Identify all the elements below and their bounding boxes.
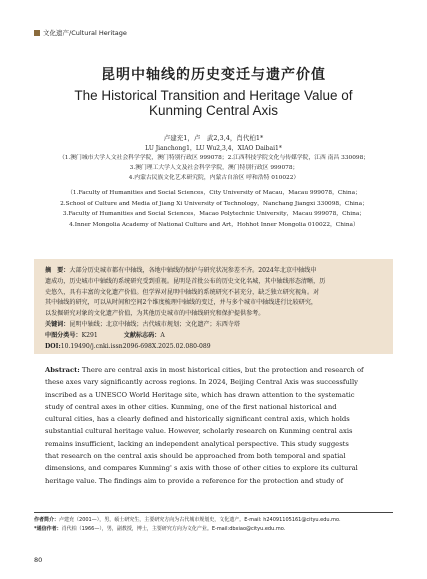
abstract-en-line: remains insufficient, lacking an independent analytical perspective. This study suggests (45, 439, 349, 448)
abstract-cn-text: 大部分历史城市都有中轴线，各地中轴线的保护与研究状况参差不齐。2024年北京中轴线申 (69, 267, 317, 274)
abstract-chinese (45, 266, 385, 352)
title-english-line-2: Kunming Central Axis (148, 103, 279, 118)
abstract-cn-line: 以发掘研究对象的文化遗产价值，为其他历史城市的中轴线研究和保护提供参考。 (45, 310, 265, 318)
footnote-corresponding-text: 肖代柏（1966—），男，副教授，博士，主要研究方向为文化产业。E-mail:dbxiao@cityu.edu.mo. (61, 526, 286, 532)
doc-code-label: 文献标志码： (123, 331, 161, 339)
authors-english: LU Jianchong1，LU Wu2,3,4，XIAO Daibai1* (145, 145, 282, 152)
title-english-line-1: The Historical Transition and Heritage Value of (74, 88, 353, 103)
abstract-en-line: dimensions, and compares Kunming' s axis with those of other cities to explore its cultural (45, 464, 358, 473)
clc-label: 中图分类号： (45, 331, 82, 339)
abstract-en-line: study of central axes in other cities. Kunming, one of the first national historical and (45, 402, 337, 411)
abstract-cn-label: 摘 要： (45, 267, 70, 274)
abstract-en-text: There are central axis in most historical cities, but the protection and research of (79, 366, 364, 374)
section-text: 文化遗产/Cultural Heritage (43, 29, 127, 37)
affiliation-en-line: 2.School of Culture and Media of Jiang Xi University of Technology，Nanchang Jiangxi 330098，China； (60, 200, 368, 207)
abstract-cn-line (45, 266, 385, 277)
clc-value: K291 (81, 331, 98, 339)
footnote-author (34, 516, 404, 525)
footnote-author-text: 卢建充（2001—），男，硕士研究生，主要研究方向为古代城市规划史，文化遗产。E-mail: h24091105161@cityu.edu.mo. (59, 517, 341, 523)
affiliation-cn-line: 4.内蒙古民族文化艺术研究院，内蒙古自治区 呼和浩特 010022） (128, 175, 300, 181)
title-chinese: 昆明中轴线的历史变迁与遗产价值 (101, 67, 326, 83)
doi (45, 342, 385, 353)
affiliation-en-line: 3.Faculty of Humanities and Social Sciences，Macao Polytechnic University，Macau 999078，China； (62, 211, 366, 217)
abstract-cn-line: 史悠久，具有丰富的文化遗产价值。但学界对昆明中轴线的系统研究不甚充分，缺乏独立研究视角。对 (45, 288, 320, 296)
affiliation-cn-line: 3.澳门理工大学人文及社会科学学院，澳门特别行政区 999078； (129, 165, 299, 171)
affiliation-en-line: （1.Faculty of Humanities and Social Sciences，City University of Macau，Macau 999078，China； (67, 190, 361, 196)
footnote-divider (34, 512, 393, 513)
abstract-en-line: these axes vary significantly across regions. In 2024, Beijing Central Axis was successfully (45, 378, 358, 387)
section-square-icon (34, 30, 40, 36)
affiliations-chinese (44, 153, 384, 183)
abstract-en-line: heritage value. The findings aim to provide a reference for the protection and study of (45, 476, 344, 485)
keywords (45, 320, 385, 331)
affiliation-en-line: 4.Inner Mongolia Academy of National Culture and Art，Hohhot Inner Mongolia 010022，China） (69, 221, 359, 228)
abstract-english (45, 364, 385, 487)
abstract-en-label: Abstract: (45, 366, 80, 374)
authors-chinese: 卢建充1，卢 武2,3,4，肖代柏1* (163, 134, 264, 142)
footnotes (34, 516, 404, 534)
doc-code-value: A (160, 331, 165, 339)
section-label (34, 28, 127, 37)
abstract-cn-line: 其中轴线的研究，可以从时间和空间2个维度梳理中轴线的变迁，并与多个城市中轴线进行比较研究， (45, 299, 318, 307)
footnote-corresponding-label: *通信作者： (34, 526, 62, 532)
affiliations-english (34, 188, 394, 230)
title-english (0, 88, 427, 118)
keywords-text: 昆明中轴线；北京中轴线；古代城市规划；文化遗产；东西寺塔 (69, 320, 240, 328)
doi-label: DOI: (45, 342, 61, 350)
affiliation-cn-line: （1.澳门城市大学人文社会科学学院，澳门特别行政区 999078；2.江西科技学院文化与传媒学院，江西 南昌 330098； (58, 155, 370, 161)
footnote-author-label: 作者简介： (34, 517, 60, 523)
abstract-cn-line: 遗成功，历史城市中轴线的系统研究受到重视。昆明是首批公布的历史文化名城，其中轴线形态清晰，历 (45, 277, 326, 285)
abstract-en-line (45, 364, 385, 376)
keywords-label: 关键词： (45, 320, 70, 328)
footnote-corresponding (34, 525, 404, 534)
doi-value: 10.19490/j.cnki.issn2096-698X.2025.02.080-089 (60, 342, 211, 350)
page-number: 80 (34, 556, 43, 564)
abstract-en-line: cultural cities, has a clearly defined and historically significant central axis, which holds (45, 415, 350, 424)
classification (45, 331, 385, 342)
abstract-en-line: that research on the central axis should be approached from both temporal and spatial (45, 452, 346, 461)
abstract-en-line: inscribed as a UNESCO World Heritage site, which has drawn attention to the systematic (45, 390, 355, 399)
abstract-en-line: substantial cultural heritage value. However, scholarly research on Kunming central axis (45, 427, 353, 436)
